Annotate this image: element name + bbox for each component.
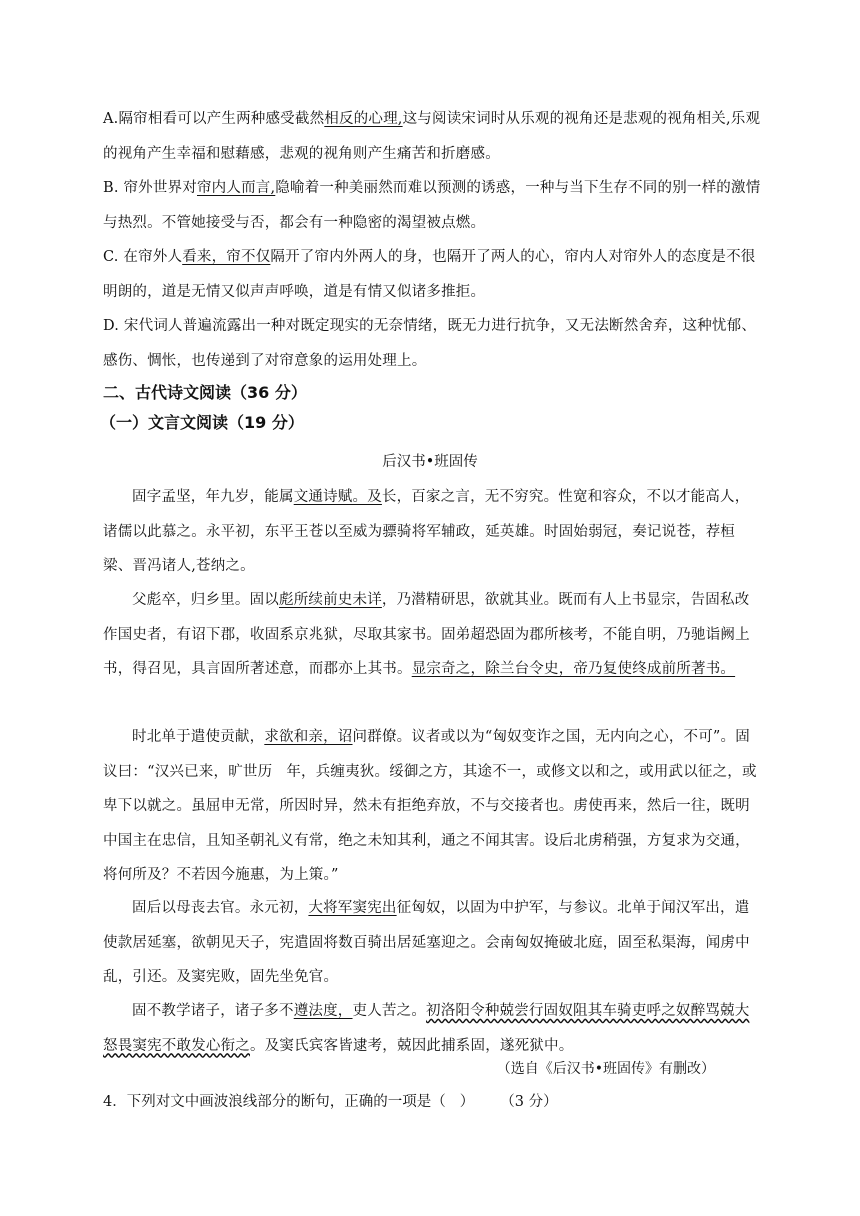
option-b-text-1: B. 帘外世界对 (103, 180, 197, 196)
para3-text-2: 问群僚。议者或以为“匈奴变诈之国，无内向之心，不可”。固议曰：“汉兴已来，旷世历 (103, 729, 750, 780)
para4-text-2: 征匈奴，以固为中护军，与参议。北单于闻汉军出，遣使款居延塞，欲朝见天子，宪遣固将数百骑出居延塞迎之。会南匈奴掩破北庭，固至私渠海，闻虏中乱，引还。及窦宪败，固先坐免官。 (103, 900, 750, 985)
para3-text-1: 时北单于遣使贡献， (132, 729, 265, 745)
option-c-text-2: 隔开了帘内外两人的身，也隔开了两人的心，帘内人对帘外人的态度是不很明朗的，道是无情又似声声呼唤，道是有情又似诸多推拒。 (103, 249, 756, 300)
paragraph-3 (103, 720, 763, 893)
question-4 (103, 1090, 558, 1111)
para5-wavy-underlined: 初洛阳令种兢尝行固奴阻其车骑吏呼之奴醉骂兢大怒畏窦宪不敢发心衔之 (103, 1003, 750, 1054)
paragraph-4 (103, 891, 763, 995)
option-c-text-1: C. 在帘外人 (103, 249, 183, 265)
option-a-underlined: 相反的心理, (324, 111, 403, 127)
para4-text-1: 固后以母丧去官。永元初， (132, 900, 309, 916)
paragraph-1 (103, 480, 763, 584)
source-note: （选自《后汉书•班固传》有删改） (496, 1061, 715, 1077)
question-4-points: （3 分） (500, 1094, 558, 1110)
para1-text-1: 固字孟坚，年九岁，能属 (132, 489, 294, 505)
para3-text-3: 年，兵缠夷狄。绥御之方，其途不一，或修文以和之，或用武以征之，或卑下以就之。虽屈申无常，所因时异，然未有拒绝弃放，不与交接者也。虏使再来，然后一往，既明中国主在忠信，且知圣朝礼义有常，绝之未知其利，通之不闻其害。设后北虏稍强，方复求为交通，将何所及？不若因今施惠，为上策。” (103, 763, 757, 883)
question-4-text: 4．下列对文中画波浪线部分的断句，正确的一项是（ (103, 1094, 446, 1110)
para1-text-2: 长，百家之言，无不穷究。性宽和容众，不以才能高人，诸儒以此慕之。永平初，东平王苍以至威为骠骑将军辅政，延英雄。时固始弱冠，奏记说苍，荐桓梁、晋冯诸人,苍纳之。 (103, 489, 750, 574)
option-b-underlined: 帘内人而言, (196, 180, 276, 196)
paragraph-2 (103, 583, 763, 687)
para5-text-3: 。及窦氏宾客皆逮考，兢因此捕系固，遂死狱中。 (250, 1037, 574, 1054)
para2-text-1: 父彪卒，归乡里。固以 (132, 592, 279, 608)
para5-text-1: 固不教学诸子，诸子多不 (132, 1003, 294, 1019)
subsection-heading: （一）文言文阅读（19 分） (100, 413, 304, 432)
para1-underlined: 文通诗赋。及 (293, 489, 382, 505)
option-d: D. 宋代词人普遍流露出一种对既定现实的无奈情绪，既无力进行抗争，又无法断然舍弃，这种忧郁、感伤、惆怅，也传递到了对帘意象的运用处理上。 (103, 318, 757, 369)
para3-underlined: 求欲和亲，诏 (264, 729, 353, 745)
passage-title: 后汉书•班固传 (382, 454, 478, 470)
option-b (103, 171, 763, 240)
option-a-text-1: A.隔帘相看可以产生两种感受截然 (103, 111, 325, 127)
option-c (103, 240, 763, 309)
para5-text-2: 吏人苦之。 (352, 1003, 427, 1019)
option-c-underlined: 看来，帘不仅 (182, 249, 271, 265)
paragraph-5 (103, 994, 763, 1063)
option-b-text-2: 隐喻着一种美丽然而难以预测的诱惑，一种与当下生存不同的别一样的激情与热烈。不管她接受与否，都会有一种隐密的渴望被点燃。 (103, 180, 761, 231)
option-a (103, 102, 763, 171)
option-a-text-2: 这与阅读宋词时从乐观的视角还是悲观的视角相关,乐观的视角产生幸福和慰藉感，悲观的视角则产生痛苦和折磨感。 (103, 111, 761, 162)
question-4-close-paren: ） (459, 1094, 475, 1110)
para4-underlined: 大将军窦宪出 (308, 900, 397, 916)
section-heading: 二、古代诗文阅读（36 分） (103, 383, 307, 402)
para2-underlined-1: 彪所续前史未详 (279, 592, 382, 608)
para5-underlined: 遵法度， (293, 1003, 353, 1019)
para2-underlined-2: 显宗奇之，除兰台令史，帝乃复使终成前所著书。 (411, 661, 736, 677)
para2-text-2: ，乃潜精研思，欲就其业。既而有人上书显宗，告固私改作国史者，有诏下郡，收固系京兆狱，尽取其家书。固弟超恐固为郡所核考，不能自明，乃驰诣阙上书，得召见，具言固所著述意，而郡亦上其书。 (103, 592, 750, 677)
